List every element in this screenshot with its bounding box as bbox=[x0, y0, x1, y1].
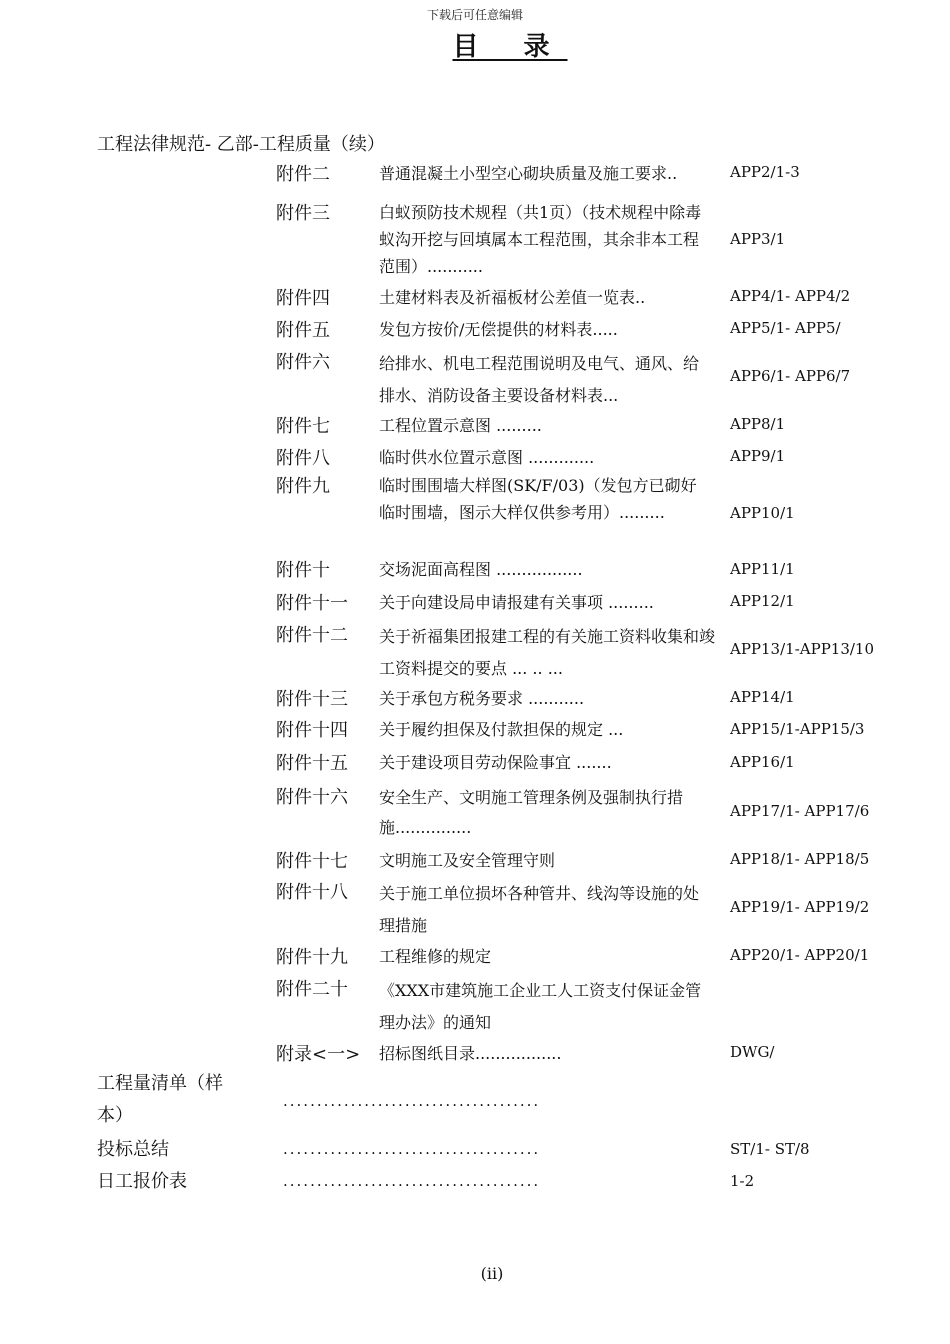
entry-desc: 关于建设项目劳动保险事宜 ....... bbox=[379, 753, 612, 772]
entry-label: 附件十七 bbox=[276, 851, 348, 872]
bottom-label: 日工报价表 bbox=[97, 1171, 187, 1192]
entry-desc: 安全生产、文明施工管理条例及强制执行措施............... bbox=[379, 788, 684, 837]
entry-code: APP18/1- APP18/5 bbox=[730, 850, 870, 868]
entry-label: 附件八 bbox=[276, 448, 330, 469]
entry-desc: 临时围围墙大样图(SK/F/03)（发包方已砌好临时围墙，图示大样仅供参考用）......... bbox=[379, 476, 697, 522]
entry-label: 附件十三 bbox=[276, 689, 348, 710]
entry-code: APP2/1-3 bbox=[730, 163, 800, 181]
entry-code: APP14/1 bbox=[730, 688, 795, 706]
entry-label: 附件十一 bbox=[276, 593, 348, 614]
bottom-dots: ...................................... bbox=[283, 1092, 541, 1110]
entry-code: APP16/1 bbox=[730, 753, 795, 771]
entry-label: 附件十九 bbox=[276, 947, 348, 968]
entry-desc: 白蚁预防技术规程（共1页）（技术规程中除毒蚁沟开挖与回填属本工程范围，其余非本工程范围）........... bbox=[379, 203, 702, 276]
page-title bbox=[0, 26, 950, 63]
bottom-dots: ...................................... bbox=[283, 1172, 541, 1190]
entry-label: 附件十二 bbox=[276, 625, 348, 646]
entry-desc: 文明施工及安全管理守则 bbox=[379, 851, 556, 870]
entry-code: APP17/1- APP17/6 bbox=[730, 802, 870, 820]
bottom-dots: ...................................... bbox=[283, 1140, 541, 1158]
entry-desc: 关于履约担保及付款担保的规定 ... bbox=[379, 720, 624, 739]
page-title-text: 目 录 bbox=[452, 32, 568, 62]
entry-desc: 关于施工单位损坏各种管井、线沟等设施的处理措施 bbox=[379, 884, 700, 935]
entry-label: 附件四 bbox=[276, 288, 330, 309]
entry-code: APP6/1- APP6/7 bbox=[730, 367, 851, 385]
section-heading: 工程法律规范- 乙部-工程质量（续） bbox=[97, 134, 385, 155]
entry-code: APP15/1-APP15/3 bbox=[730, 720, 865, 738]
header-note: 下载后可任意编辑 bbox=[426, 8, 523, 22]
entry-desc: 交场泥面高程图 ................. bbox=[379, 560, 583, 579]
entry-code: APP13/1-APP13/10 bbox=[730, 640, 875, 658]
entry-code: APP9/1 bbox=[730, 447, 786, 465]
entry-desc: 关于祈福集团报建工程的有关施工资料收集和竣工资料提交的要点 ... .. ... bbox=[379, 627, 716, 678]
entry-label: 附件二 bbox=[276, 164, 330, 185]
entry-code: APP3/1 bbox=[730, 230, 786, 248]
entry-desc: 土建材料表及祈福板材公差值一览表.. bbox=[379, 288, 646, 307]
entry-desc: 关于承包方税务要求 ........... bbox=[379, 689, 585, 708]
entry-code: DWG/ bbox=[730, 1043, 775, 1061]
entry-desc: 普通混凝土小型空心砌块质量及施工要求.. bbox=[379, 164, 678, 183]
entry-code: APP20/1- APP20/1 bbox=[730, 946, 870, 964]
entry-label: 附件十 bbox=[276, 560, 330, 581]
entry-code: APP8/1 bbox=[730, 415, 786, 433]
entry-label: 附录<一> bbox=[276, 1044, 361, 1065]
entry-code: APP4/1- APP4/2 bbox=[730, 287, 851, 305]
entry-desc: 给排水、机电工程范围说明及电气、通风、给排水、消防设备主要设备材料表... bbox=[379, 354, 700, 405]
entry-desc: 关于向建设局申请报建有关事项 ......... bbox=[379, 593, 654, 612]
entry-label: 附件十五 bbox=[276, 753, 348, 774]
entry-desc: 工程维修的规定 bbox=[379, 947, 492, 966]
entry-label: 附件三 bbox=[276, 203, 330, 224]
entry-desc: 临时供水位置示意图 ............. bbox=[379, 448, 595, 467]
entry-label: 附件六 bbox=[276, 352, 330, 373]
entry-code: APP10/1 bbox=[730, 504, 795, 522]
entry-code: APP12/1 bbox=[730, 592, 795, 610]
entry-code: APP5/1- APP5/ bbox=[730, 319, 841, 337]
entry-desc: 《XXX市建筑施工企业工人工资支付保证金管理办法》的通知 bbox=[379, 981, 702, 1032]
entry-code: APP11/1 bbox=[730, 560, 795, 578]
entry-label: 附件十八 bbox=[276, 882, 348, 903]
entry-label: 附件九 bbox=[276, 476, 330, 497]
entry-label: 附件五 bbox=[276, 320, 330, 341]
bottom-code: ST/1- ST/8 bbox=[730, 1140, 810, 1158]
bottom-label: 工程量清单（样本） bbox=[97, 1073, 223, 1126]
bottom-label: 投标总结 bbox=[97, 1139, 169, 1160]
entry-desc: 工程位置示意图 ......... bbox=[379, 416, 542, 435]
entry-desc: 发包方按价/无偿提供的材料表..... bbox=[379, 320, 618, 339]
bottom-code: 1-2 bbox=[730, 1172, 755, 1190]
entry-desc: 招标图纸目录................. bbox=[379, 1044, 562, 1063]
entry-label: 附件二十 bbox=[276, 979, 348, 1000]
page-number: (ii) bbox=[480, 1264, 504, 1283]
entry-label: 附件七 bbox=[276, 416, 330, 437]
entry-label: 附件十六 bbox=[276, 787, 348, 808]
entry-code: APP19/1- APP19/2 bbox=[730, 898, 870, 916]
entry-label: 附件十四 bbox=[276, 720, 348, 741]
